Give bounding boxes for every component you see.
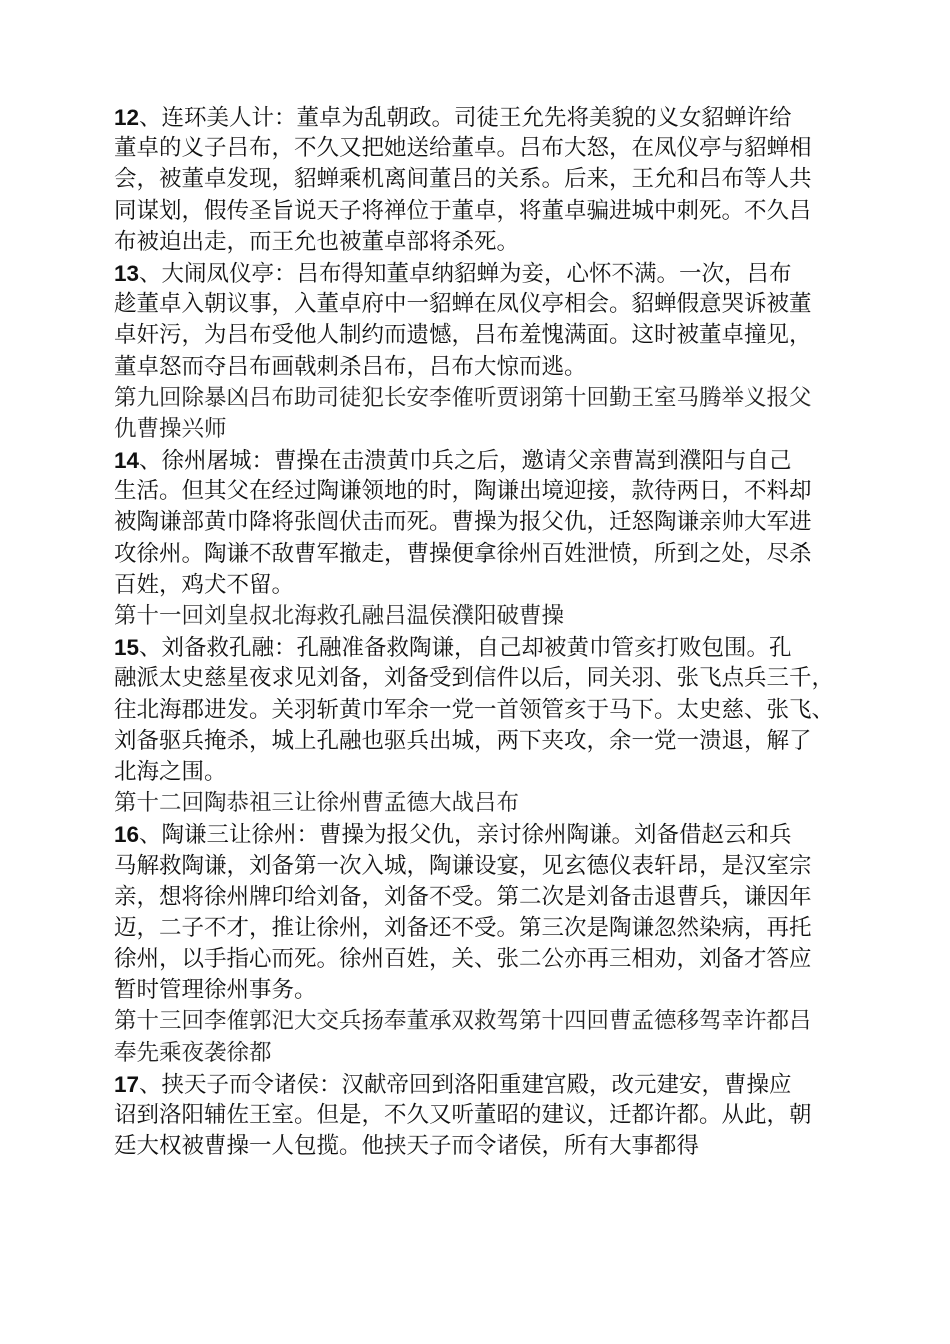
line-text: 、大闹凤仪亭：吕布得知董卓纳貂蝉为妾，心怀不满。一次，吕布 (139, 260, 792, 287)
line-text: 、刘备救孔融：孔融准备救陶谦，自己却被黄巾管亥打败包围。孔 (139, 635, 792, 662)
text-line: 融派太史慈星夜求见刘备，刘备受到信件以后，同关羽、张飞点兵三千， (114, 665, 835, 692)
text-line: 暂时管理徐州事务。 (114, 977, 317, 1004)
text-line: 迈，二子不才，推让徐州，刘备还不受。第三次是陶谦忽然染病，再托 (114, 914, 812, 941)
text-line: 卓奸污，为吕布受他人制约而遗憾，吕布羞愧满面。这时被董卓撞见， (114, 322, 812, 349)
item-number: 15 (114, 635, 140, 661)
text-line: 马解救陶谦，刘备第一次入城，陶谦设宴，见玄德仪表轩昂，是汉室宗 (114, 852, 812, 879)
chapter-line: 第十一回刘皇叔北海救孔融吕温侯濮阳破曹操 (114, 603, 565, 629)
chapter-heading (114, 788, 854, 819)
text-line: 攻徐州。陶谦不敌曹军撤走，曹操便拿徐州百姓泄愤，所到之处，尽杀 (114, 540, 812, 567)
item-17 (114, 1069, 854, 1163)
text-line: 会，被董卓发现，貂蝉乘机离间董吕的关系。后来，王允和吕布等人共 (114, 166, 812, 193)
item-14 (114, 445, 854, 601)
text-line: 廷大权被曹操一人包揽。他挟天子而令诸侯，所有大事都得 (114, 1133, 700, 1160)
line-text: 、陶谦三让徐州：曹操为报父仇，亲讨徐州陶谦。刘备借赵云和兵 (139, 822, 792, 849)
document-body (114, 102, 854, 1162)
item-number: 17 (114, 1071, 140, 1097)
text-line: 同谋划，假传圣旨说天子将禅位于董卓，将董卓骗进城中刺死。不久吕 (114, 197, 812, 224)
text-line: 董卓怒而夺吕布画戟刺杀吕布，吕布大惊而逃。 (114, 353, 587, 380)
text-line: 百姓，鸡犬不留。 (114, 571, 295, 598)
chapter-heading (114, 1006, 854, 1068)
item-number: 14 (114, 448, 140, 474)
chapter-heading (114, 383, 854, 445)
text-line: 亲，想将徐州牌印给刘备，刘备不受。第二次是刘备击退曹兵，谦因年 (114, 883, 812, 910)
item-number: 16 (114, 822, 140, 848)
text-line (114, 1069, 854, 1100)
line-text: 、挟天子而令诸侯：汉献帝回到洛阳重建宫殿，改元建安，曹操应 (139, 1071, 792, 1098)
text-line (114, 632, 854, 663)
text-line: 诏到洛阳辅佐王室。但是，不久又听董昭的建议，迁都许都。从此，朝 (114, 1102, 812, 1128)
text-line: 徐州，以手指心而死。徐州百姓，关、张二公亦再三相劝，刘备才答应 (114, 946, 812, 973)
chapter-heading (114, 601, 854, 632)
text-line: 布被迫出走，而王允也被董卓部将杀死。 (114, 228, 520, 255)
text-line: 刘备驱兵掩杀，城上孔融也驱兵出城，两下夹攻，余一党一溃退，解了 (114, 727, 812, 754)
item-number: 13 (114, 260, 140, 286)
item-12 (114, 102, 854, 258)
item-number: 12 (114, 105, 140, 130)
item-15 (114, 632, 854, 788)
item-16 (114, 819, 854, 1006)
text-line: 生活。但其父在经过陶谦领地的时，陶谦出境迎接，款待两日，不料却 (114, 478, 812, 505)
text-line (114, 445, 854, 476)
text-line (114, 258, 854, 289)
text-line: 北海之围。 (114, 758, 227, 785)
chapter-line: 奉先乘夜袭徐都 (114, 1039, 272, 1066)
item-13 (114, 258, 854, 383)
text-line: 董卓的义子吕布，不久又把她送给董卓。吕布大怒，在凤仪亭与貂蝉相 (114, 135, 812, 162)
text-line: 往北海郡进发。关羽斩黄巾军余一党一首领管亥于马下。太史慈、张飞、 (114, 696, 835, 723)
line-text: 、徐州屠城：曹操在击溃黄巾兵之后，邀请父亲曹嵩到濮阳与自己 (139, 448, 792, 475)
line-text: 、连环美人计：董卓为乱朝政。司徒王允先将美貌的义女貂蝉许给 (139, 105, 792, 131)
chapter-line: 第九回除暴凶吕布助司徒犯长安李傕听贾诩第十回勤王室马腾举义报父 (114, 384, 812, 411)
text-line (114, 819, 854, 850)
text-line (114, 102, 854, 133)
text-line: 被陶谦部黄巾降将张闿伏击而死。曹操为报父仇，迁怒陶谦亲帅大军进 (114, 509, 812, 536)
chapter-line: 第十三回李傕郭汜大交兵扬奉董承双救驾第十四回曹孟德移驾幸许都吕 (114, 1008, 812, 1035)
chapter-line: 第十二回陶恭祖三让徐州曹孟德大战吕布 (114, 790, 520, 817)
chapter-line: 仇曹操兴师 (114, 415, 227, 442)
text-line: 趁董卓入朝议事，入董卓府中一貂蝉在凤仪亭相会。貂蝉假意哭诉被董 (114, 291, 812, 318)
